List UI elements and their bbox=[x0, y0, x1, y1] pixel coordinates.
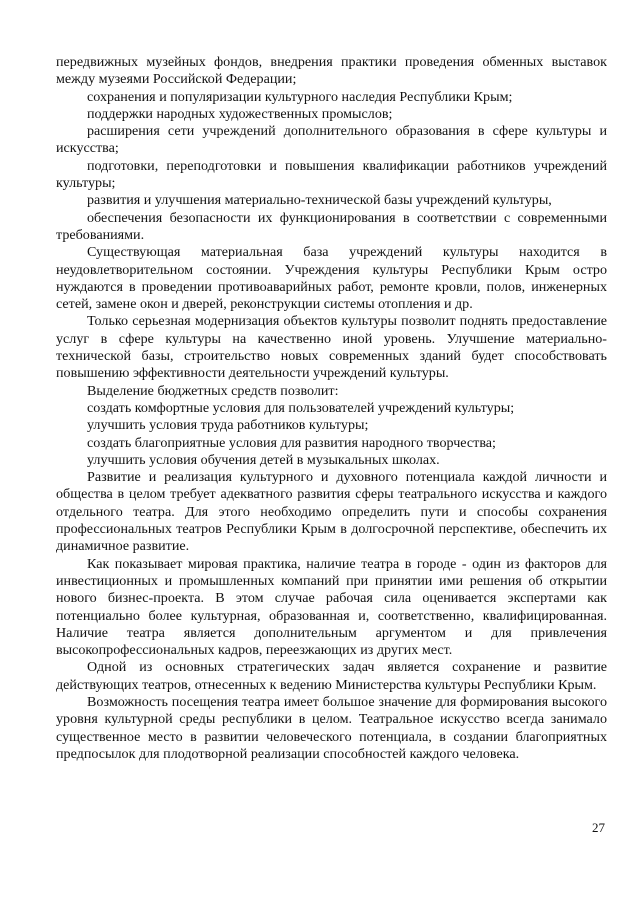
paragraph: создать благоприятные условия для развития народного творчества; bbox=[87, 434, 496, 451]
paragraph: Одной из основных стратегических задач является сохранение и развитие действующих театров, отнесенных к ведению Министерства культуры Республики Крым. bbox=[56, 659, 607, 693]
paragraph: Развитие и реализация культурного и духовного потенциала каждой личности и общества в целом требует адекватного развития сферы театрального искусства и каждого отдельного театра. Для этого необходимо определить пути и способы сохранения профессиональных театров Республики Крым в долгосрочной перспективе, обеспечить их динамичное развитие. bbox=[56, 469, 607, 555]
paragraph: развития и улучшения материально-технической базы учреждений культуры, bbox=[87, 192, 552, 209]
paragraph: улучшить условия труда работников культуры; bbox=[87, 417, 369, 434]
paragraph: создать комфортные условия для пользователей учреждений культуры; bbox=[87, 399, 515, 416]
paragraph: сохранения и популяризации культурного наследия Республики Крым; bbox=[87, 88, 513, 105]
paragraph: Возможность посещения театра имеет большое значение для формирования высокого уровня культурной среды республики в целом. Театральное искусство всегда занимало существенное место в развитии человеческого потенциала, в создании благоприятных предпосылок для плодотворной реализации способностей каждого человека. bbox=[56, 693, 607, 762]
paragraph: Только серьезная модернизация объектов культуры позволит поднять предоставление услуг в сфере культуры на качественно иной уровень. Улучшение материально-технической базы, строительство новых современных зданий будет способствовать повышению эффективности деятельности учреждений культуры. bbox=[56, 313, 607, 382]
paragraph: Выделение бюджетных средств позволит: bbox=[87, 382, 339, 399]
paragraph: подготовки, переподготовки и повышения квалификации работников учреждений культуры; bbox=[56, 157, 607, 192]
paragraph: Как показывает мировая практика, наличие театра в городе - один из факторов для инвестиционных и промышленных компаний при принятии ими решения об открытии нового бизнес-проекта. В этом случае рабочая сила оценивается экспертами как потенциально более культурная, образованная и, соответственно, квалифицированная. Наличие театра является дополнительным аргументом и для привлечения высокопрофессиональных кадров, переезжающих из других мест. bbox=[56, 555, 607, 659]
paragraph: обеспечения безопасности их функционирования в соответствии с современными требованиями. bbox=[56, 209, 607, 243]
page-number: 27 bbox=[592, 820, 605, 835]
paragraph: улучшить условия обучения детей в музыкальных школах. bbox=[87, 451, 440, 468]
paragraph: передвижных музейных фондов, внедрения практики проведения обменных выставок между музеями Российской Федерации; bbox=[56, 54, 607, 88]
document-body bbox=[56, 54, 607, 763]
paragraph: поддержки народных художественных промыслов; bbox=[87, 105, 393, 122]
paragraph: Существующая материальная база учреждений культуры находится в неудовлетворительном состоянии. Учреждения культуры Республики Крым остро нуждаются в проведении противоаварийных работ, ремонте кровли, полов, инженерных сетей, замене окон и дверей, реконструкции системы отопления и др. bbox=[56, 244, 607, 313]
paragraph: расширения сети учреждений дополнительного образования в сфере культуры и искусства; bbox=[56, 123, 607, 157]
